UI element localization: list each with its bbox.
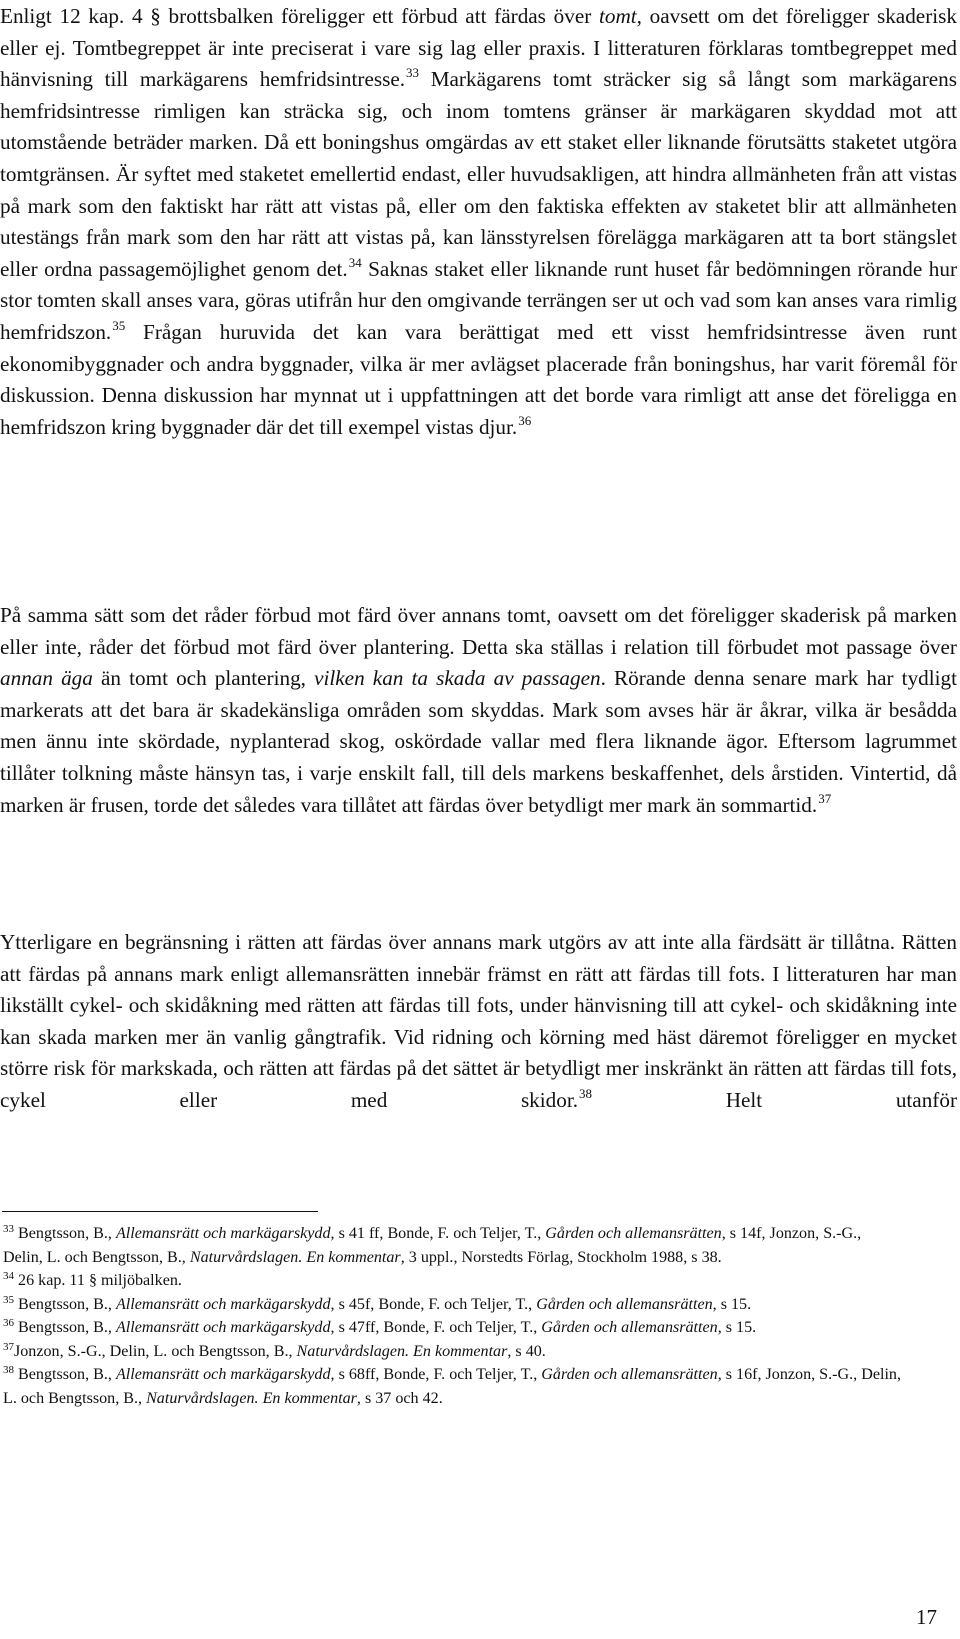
italic-text: Naturvårdslagen. En kommentar bbox=[296, 1342, 508, 1360]
text-run: , s 41 ff, Bonde, F. och Teljer, T., bbox=[330, 1225, 546, 1242]
footnote-34 bbox=[3, 1269, 903, 1293]
text-run: . Rörande denna senare mark har tydligt markerats att det bara är skadekänsliga områden som skyddas. Mark som avses här är åkrar, vilka är besådda men ännu inte skördade, nyplanterad skog, oskördade vallar med flera liknande ägor. Eftersom lagrummet tillåter tolkning måste hänsyn tas, i varje enskilt fall, till dels markens beskaffenhet, dels årstiden. Vintertid, då marken är frusen, torde det således vara tillåtet att färdas över betydligt mer mark än sommartid. bbox=[0, 666, 958, 817]
text-run: Bengtsson, B., bbox=[14, 1295, 116, 1313]
footnote-separator bbox=[2, 1211, 318, 1212]
text-run: Bengtsson, B., bbox=[14, 1366, 116, 1383]
footnote-35 bbox=[3, 1293, 903, 1317]
text-run: , s 37 och 42. bbox=[356, 1389, 443, 1407]
italic-text: Gården och allemansrätten bbox=[536, 1295, 713, 1313]
footnote-reference: 34 bbox=[348, 254, 362, 270]
page-number: 17 bbox=[916, 1605, 937, 1629]
text-run: , s 40. bbox=[507, 1342, 546, 1360]
text-run: Saknas staket eller liknande runt huset får bedömningen rörande hur stor tomten skall anses vara, göras utifrån hur den omgivande terrängen ser ut och vad som kan anses vara rimlig hemfridszon. bbox=[0, 256, 957, 344]
footnote-reference: 35 bbox=[112, 317, 126, 333]
italic-text: Allemansrätt och markägarskydd bbox=[115, 1225, 331, 1242]
text-run: Enligt 12 kap. 4 § brottsbalken föreligger ett förbud att färdas över bbox=[0, 4, 599, 28]
text-run: , s 15. bbox=[717, 1319, 757, 1336]
italic-text: Gården och allemansrätten bbox=[541, 1366, 718, 1383]
text-run: Helt utanför bbox=[592, 1087, 958, 1112]
text-run: , s 15. bbox=[712, 1295, 752, 1313]
italic-text: Allemansrätt och markägarskydd bbox=[115, 1319, 331, 1336]
footnote-36 bbox=[3, 1316, 903, 1340]
italic-text: Naturvårdslagen. En kommentar bbox=[146, 1389, 357, 1407]
footnote-reference: 33 bbox=[406, 65, 420, 81]
italic-text: Gården och allemansrätten bbox=[541, 1319, 718, 1336]
text-run: , s 14f, Jonzon, S.-G., Delin, L. och Bengtsson, B., bbox=[3, 1225, 862, 1266]
text-run: , s 16f, Jonzon, S.-G., Delin, L. och Bengtsson, B., bbox=[3, 1366, 901, 1407]
italic-text: Gården och allemansrätten bbox=[545, 1225, 722, 1242]
footnote-number: 38 bbox=[3, 1364, 14, 1376]
italic-text: annan äga bbox=[0, 666, 93, 691]
paragraph-fardsatt bbox=[0, 927, 957, 1117]
text-run: Ytterligare en begränsning i rätten att färdas över annans mark utgörs av att inte alla färdsätt är tillåtna. Rätten att färdas på annans mark enligt allemansrätten innebär främst en rätt att färdas till fots. I litteraturen har man likställt cykel- och skidåkning med rätten att färdas till fots, under hänvisning till att cykel- och skidåkning inte kan skada marken mer än vanlig gångtrafik. Vid ridning och körning med häst däremot föreligger en mycket större risk för markskada, och rätten att färdas på det sättet är betydligt mer inskränkt än rätten att färdas till fots, cykel eller med skidor. bbox=[0, 930, 957, 1112]
text-run: , 3 uppl., Norstedts Förlag, Stockholm 1988, s 38. bbox=[400, 1248, 722, 1266]
text-run: , oavsett om det föreligger skaderisk eller ej. Tomtbegreppet är inte preciserat i vare sig lag eller praxis. I litteraturen förklaras tomtbegreppet med hänvisning till markägarens hemfridsintresse. bbox=[0, 4, 957, 92]
text-run: Bengtsson, B., bbox=[14, 1225, 116, 1242]
text-run: , s 68ff, Bonde, F. och Teljer, T., bbox=[330, 1366, 542, 1383]
italic-text: tomt bbox=[598, 4, 637, 28]
paragraph-trespass-tomt bbox=[0, 1, 957, 443]
footnote-37 bbox=[3, 1340, 903, 1364]
footnote-number: 35 bbox=[3, 1293, 14, 1306]
italic-text: vilken kan ta skada av passagen bbox=[314, 666, 601, 691]
footnote-number: 36 bbox=[3, 1317, 14, 1329]
italic-text: Allemansrätt och markägarskydd bbox=[115, 1366, 331, 1383]
text-run: Markägarens tomt sträcker sig så långt som markägarens hemfridsintresse rimligen kan sträcka sig, och inom tomtens gränser är markägaren skyddad mot att utomstående beträder marken. Då ett boningshus omgärdas av ett staket eller liknande förutsätts staketet utgöra tomtgränsen. Är syftet med staketet emellertid endast, eller huvudsakligen, att hindra allmänheten från att vistas på mark som den faktiskt har rätt att vistas på, eller om den faktiska effekten av staketet blir att allmänheten utestängs från mark som den har rätt att vistas på, kan länsstyrelsen förelägga markägaren att ta bort stängslet eller ordna passagemöjlighet genom det. bbox=[0, 67, 957, 281]
text-run: Jonzon, S.-G., Delin, L. och Bengtsson, B., bbox=[14, 1342, 297, 1360]
text-run: Bengtsson, B., bbox=[14, 1319, 116, 1336]
footnote-reference: 37 bbox=[818, 790, 832, 806]
footnote-number: 34 bbox=[3, 1270, 14, 1282]
footnote-reference: 36 bbox=[518, 412, 532, 428]
text-run: , s 47ff, Bonde, F. och Teljer, T., bbox=[330, 1319, 542, 1336]
text-run: 26 kap. 11 § miljöbalken. bbox=[14, 1272, 182, 1289]
footnote-number: 37 bbox=[3, 1340, 14, 1353]
italic-text: Allemansrätt och markägarskydd bbox=[115, 1295, 331, 1313]
footnote-38 bbox=[3, 1363, 903, 1410]
italic-text: Naturvårdslagen. En kommentar bbox=[189, 1248, 401, 1266]
paragraph-plantering bbox=[0, 600, 957, 821]
footnote-list bbox=[3, 1222, 903, 1410]
footnote-reference: 38 bbox=[579, 1085, 593, 1101]
text-run: än tomt och plantering, bbox=[92, 666, 315, 691]
footnote-33 bbox=[3, 1222, 903, 1269]
text-run: På samma sätt som det råder förbud mot färd över annans tomt, oavsett om det föreligger skaderisk på marken eller inte, råder det förbud mot färd över plantering. Detta ska ställas i relation till förbudet mot passage över bbox=[0, 603, 957, 659]
footnote-number: 33 bbox=[3, 1223, 14, 1235]
text-run: Frågan huruvida det kan vara berättigat med ett visst hemfridsintresse även runt ekonomibyggnader och andra byggnader, vilka är mer avlägset placerade från boningshus, har varit föremål för diskussion. Denna diskussion har mynnat ut i uppfattningen att det borde vara rimligt att anse det föreligga en hemfridszon kring byggnader där det till exempel vistas djur. bbox=[0, 319, 957, 439]
text-run: , s 45f, Bonde, F. och Teljer, T., bbox=[330, 1295, 537, 1313]
